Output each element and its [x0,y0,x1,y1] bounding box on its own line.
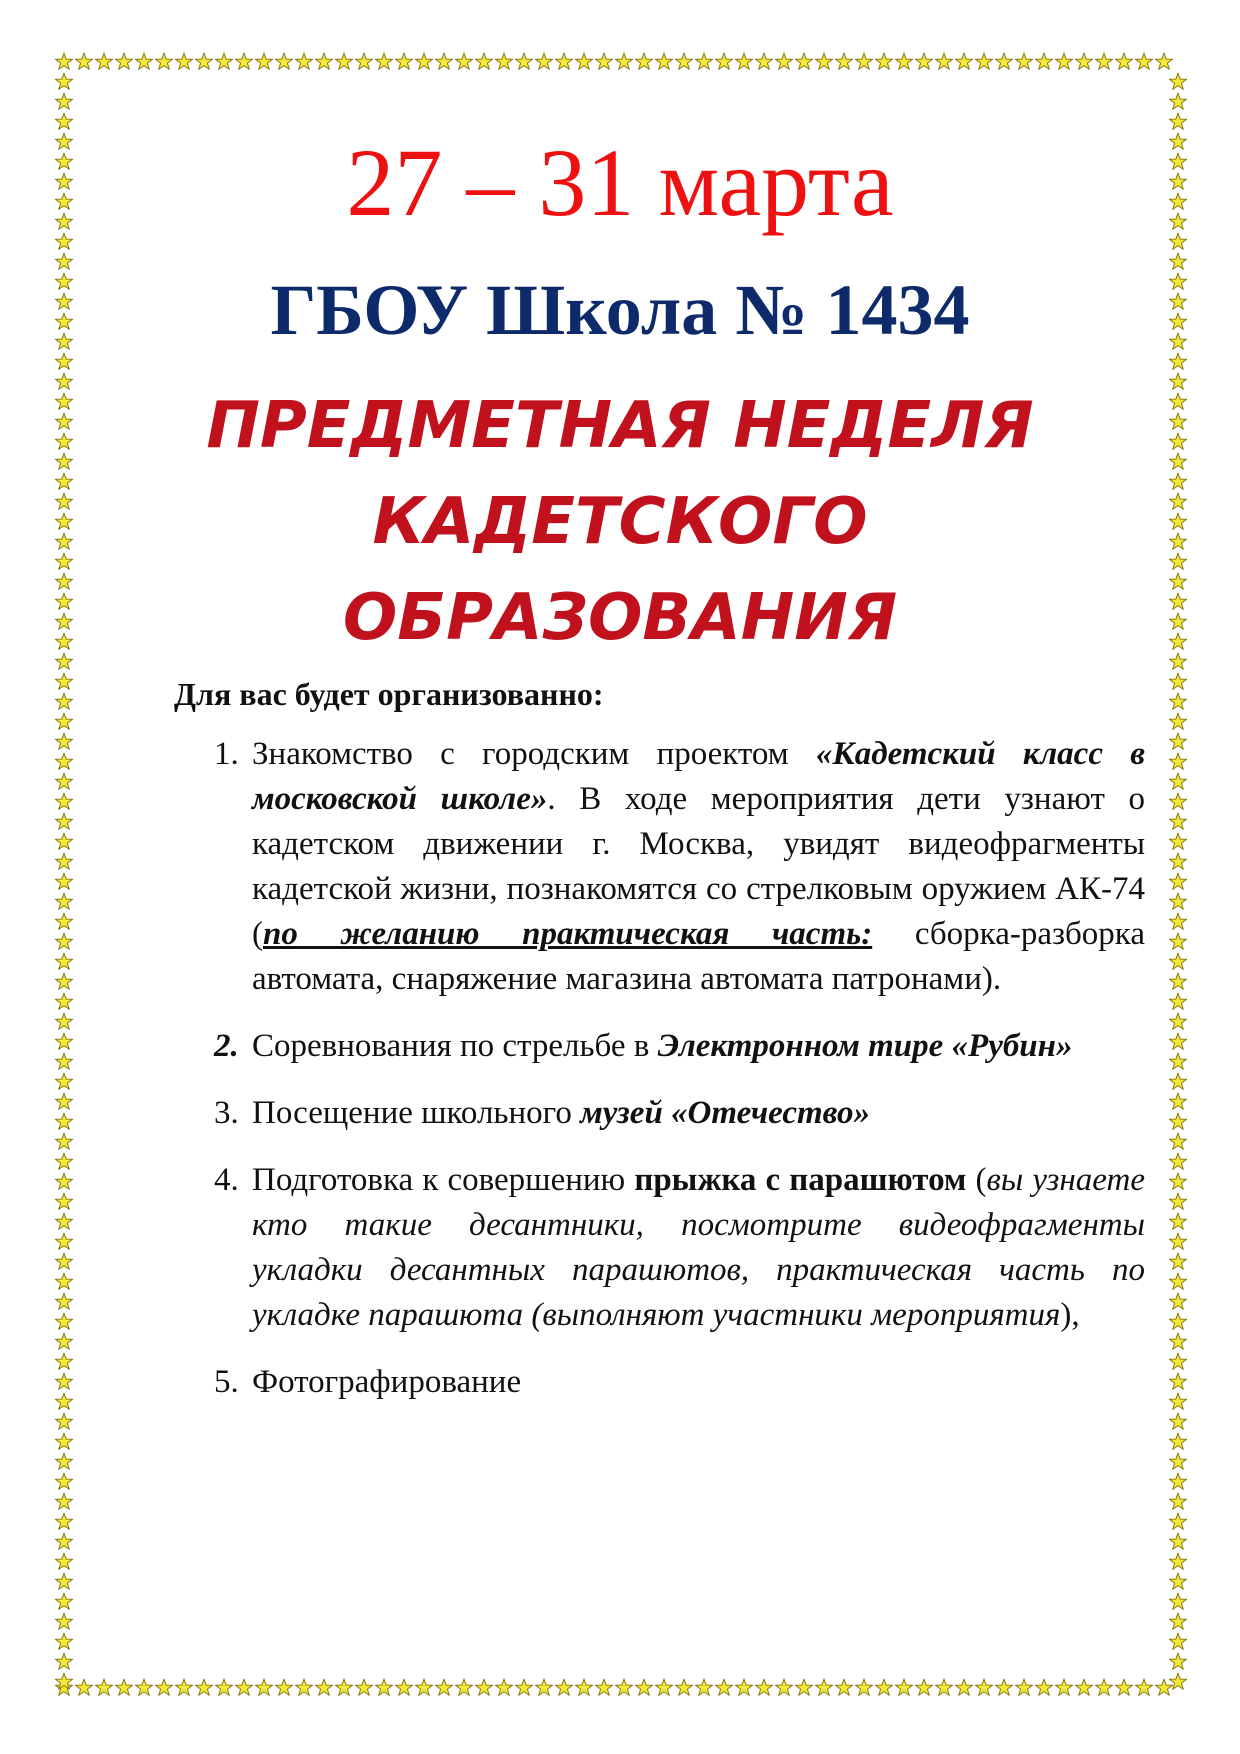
shooting-range-name: Электронном тире «Рубин» [657,1028,1073,1064]
week-title-line-3: ОБРАЗОВАНИЯ [342,581,898,655]
school-name: ГБОУ Школа № 1434 [270,270,970,350]
list-item-5 [0,1360,1145,1405]
item-text: Подготовка к совершению [252,1162,635,1198]
event-list [0,732,1240,1427]
item-number: 2. [214,1028,239,1064]
item-text: сборка-разборка автомата, снаряжение магазина автомата патронами). [252,916,1145,997]
week-title-line-1: ПРЕДМЕТНАЯ НЕДЕЛЯ [206,389,1034,463]
list-item-3 [0,1091,1145,1136]
parachute-details: вы узнаете кто такие десантники, посмотрите видеофрагменты укладки десантных парашютов, практическая часть по укладке парашюта (выполняют участники мероприятия [252,1162,1145,1333]
item-number: 5. [214,1364,239,1400]
week-title-line-2: КАДЕТСКОГО [372,485,868,559]
intro-text: Для вас будет организованно: [174,676,604,712]
item-text: Фотографирование [252,1364,522,1400]
optional-practice-note: по желанию практическая часть: [263,916,873,952]
list-item-2 [0,1024,1145,1069]
item-text: Знакомство с городским проектом [252,736,816,772]
project-name: «Кадетский класс в московской школе» [252,736,1145,817]
item-text: Посещение школьного [252,1095,581,1131]
parachute-jump: прыжка с парашютом [634,1162,967,1198]
item-number: 1. [214,736,239,772]
item-text: . В ходе мероприятия дети узнают о кадетском движении г. Москва, увидят видеофрагменты кадетской жизни, познакомятся со стрелковым оружием АК-74 ( [252,781,1146,952]
list-item-4 [0,1158,1145,1338]
museum-name: музей «Отечество» [580,1095,870,1131]
item-text: ( [966,1162,987,1198]
event-date: 27 – 31 марта [346,129,894,236]
item-text: ), [1060,1297,1080,1333]
item-number: 4. [214,1162,239,1198]
item-text: Соревнования по стрельбе в [252,1028,658,1064]
item-number: 3. [214,1095,239,1131]
week-title [120,378,1120,666]
list-item-1 [0,732,1145,1002]
